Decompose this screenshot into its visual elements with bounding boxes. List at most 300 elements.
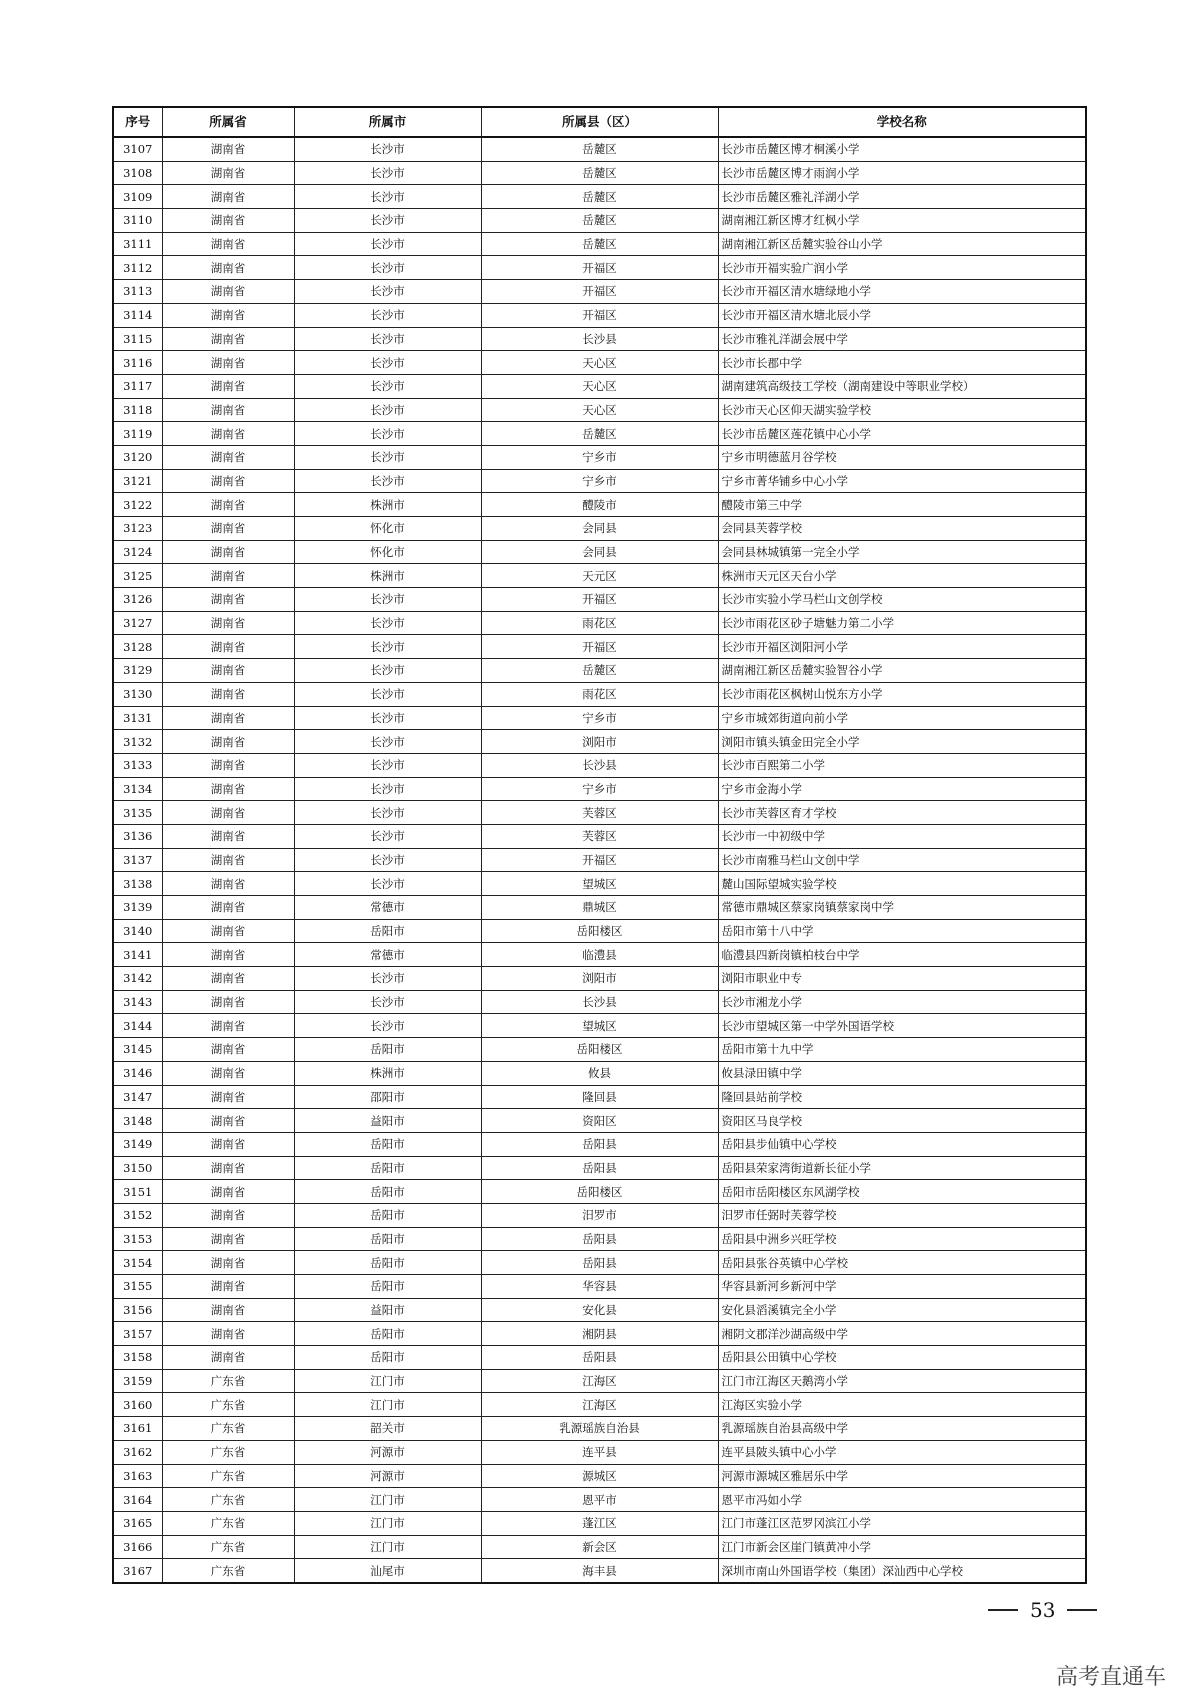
table-row [113, 445, 1086, 469]
table-row [113, 1227, 1086, 1251]
cell-school: 江门市新会区崖门镇黄冲小学 [718, 1535, 1086, 1559]
cell-province: 广东省 [162, 1559, 294, 1583]
cell-province: 湖南省 [162, 1275, 294, 1299]
cell-no: 3142 [113, 967, 162, 991]
cell-no: 3156 [113, 1298, 162, 1322]
cell-county: 岳阳县 [481, 1227, 718, 1251]
cell-province: 湖南省 [162, 753, 294, 777]
cell-county: 长沙县 [481, 753, 718, 777]
cell-province: 湖南省 [162, 1132, 294, 1156]
cell-school: 岳阳县步仙镇中心学校 [718, 1132, 1086, 1156]
cell-school: 乳源瑶族自治县高级中学 [718, 1417, 1086, 1441]
cell-city: 岳阳市 [294, 1038, 481, 1062]
cell-city: 株洲市 [294, 1061, 481, 1085]
cell-county: 浏阳市 [481, 967, 718, 991]
cell-school: 河源市源城区雅居乐中学 [718, 1464, 1086, 1488]
cell-school: 临澧县四新岗镇柏枝台中学 [718, 943, 1086, 967]
cell-province: 湖南省 [162, 469, 294, 493]
cell-county: 岳麓区 [481, 185, 718, 209]
table-body [113, 137, 1086, 1583]
cell-no: 3122 [113, 493, 162, 517]
table-row [113, 540, 1086, 564]
table-row [113, 256, 1086, 280]
table-row [113, 564, 1086, 588]
cell-province: 湖南省 [162, 256, 294, 280]
cell-county: 开福区 [481, 588, 718, 612]
cell-no: 3114 [113, 303, 162, 327]
cell-city: 江门市 [294, 1393, 481, 1417]
cell-city: 长沙市 [294, 682, 481, 706]
cell-school: 安化县滔溪镇完全小学 [718, 1298, 1086, 1322]
cell-province: 湖南省 [162, 919, 294, 943]
table-row [113, 1440, 1086, 1464]
cell-province: 广东省 [162, 1369, 294, 1393]
cell-county: 会同县 [481, 517, 718, 541]
cell-school: 岳阳县中洲乡兴旺学校 [718, 1227, 1086, 1251]
cell-province: 湖南省 [162, 327, 294, 351]
cell-city: 长沙市 [294, 848, 481, 872]
cell-province: 湖南省 [162, 374, 294, 398]
cell-no: 3117 [113, 374, 162, 398]
table-row [113, 730, 1086, 754]
cell-no: 3146 [113, 1061, 162, 1085]
table-row [113, 1156, 1086, 1180]
cell-school: 华容县新河乡新河中学 [718, 1275, 1086, 1299]
cell-no: 3161 [113, 1417, 162, 1441]
cell-county: 芙蓉区 [481, 824, 718, 848]
cell-province: 湖南省 [162, 1038, 294, 1062]
cell-county: 宁乡市 [481, 777, 718, 801]
cell-province: 湖南省 [162, 1014, 294, 1038]
cell-no: 3111 [113, 232, 162, 256]
cell-province: 湖南省 [162, 493, 294, 517]
cell-city: 长沙市 [294, 232, 481, 256]
cell-school: 长沙市实验小学马栏山文创学校 [718, 588, 1086, 612]
cell-county: 天心区 [481, 351, 718, 375]
cell-school: 隆回县站前学校 [718, 1085, 1086, 1109]
cell-no: 3128 [113, 635, 162, 659]
school-list-table [112, 106, 1087, 1584]
cell-province: 湖南省 [162, 635, 294, 659]
cell-no: 3137 [113, 848, 162, 872]
cell-school: 长沙市天心区仰天湖实验学校 [718, 398, 1086, 422]
cell-province: 湖南省 [162, 682, 294, 706]
cell-city: 长沙市 [294, 303, 481, 327]
cell-county: 鼎城区 [481, 896, 718, 920]
cell-province: 湖南省 [162, 848, 294, 872]
table-row [113, 706, 1086, 730]
cell-no: 3157 [113, 1322, 162, 1346]
table-row [113, 801, 1086, 825]
table-row [113, 659, 1086, 683]
cell-school: 宁乡市城郊街道向前小学 [718, 706, 1086, 730]
cell-county: 岳麓区 [481, 137, 718, 161]
cell-school: 岳阳县公田镇中心学校 [718, 1346, 1086, 1370]
cell-no: 3126 [113, 588, 162, 612]
table-row [113, 1488, 1086, 1512]
cell-county: 会同县 [481, 540, 718, 564]
table-row [113, 351, 1086, 375]
cell-no: 3107 [113, 137, 162, 161]
cell-county: 芙蓉区 [481, 801, 718, 825]
page-number [988, 1598, 1097, 1622]
cell-city: 岳阳市 [294, 1203, 481, 1227]
cell-city: 韶关市 [294, 1417, 481, 1441]
cell-city: 岳阳市 [294, 1132, 481, 1156]
cell-school: 湖南建筑高级技工学校（湖南建设中等职业学校） [718, 374, 1086, 398]
table-row [113, 990, 1086, 1014]
cell-school: 岳阳市第十九中学 [718, 1038, 1086, 1062]
cell-county: 岳阳县 [481, 1156, 718, 1180]
cell-province: 广东省 [162, 1511, 294, 1535]
cell-school: 醴陵市第三中学 [718, 493, 1086, 517]
cell-city: 邵阳市 [294, 1085, 481, 1109]
cell-no: 3162 [113, 1440, 162, 1464]
cell-no: 3123 [113, 517, 162, 541]
cell-city: 江门市 [294, 1535, 481, 1559]
cell-county: 华容县 [481, 1275, 718, 1299]
cell-school: 会同县林城镇第一完全小学 [718, 540, 1086, 564]
cell-no: 3134 [113, 777, 162, 801]
cell-school: 长沙市开福区清水塘北辰小学 [718, 303, 1086, 327]
cell-school: 常德市鼎城区蔡家岗镇蔡家岗中学 [718, 896, 1086, 920]
page-dash-left [988, 1609, 1018, 1611]
cell-city: 长沙市 [294, 327, 481, 351]
cell-city: 长沙市 [294, 422, 481, 446]
cell-county: 岳阳县 [481, 1132, 718, 1156]
cell-no: 3153 [113, 1227, 162, 1251]
table-row [113, 469, 1086, 493]
table-row [113, 137, 1086, 161]
cell-county: 天元区 [481, 564, 718, 588]
cell-province: 湖南省 [162, 422, 294, 446]
cell-county: 岳阳楼区 [481, 1180, 718, 1204]
header-school: 学校名称 [718, 107, 1086, 137]
cell-province: 湖南省 [162, 398, 294, 422]
table-row [113, 896, 1086, 920]
cell-no: 3110 [113, 209, 162, 233]
table-row [113, 1393, 1086, 1417]
cell-no: 3158 [113, 1346, 162, 1370]
table-row [113, 872, 1086, 896]
cell-school: 湘阴文郡洋沙湖高级中学 [718, 1322, 1086, 1346]
cell-province: 湖南省 [162, 872, 294, 896]
cell-no: 3132 [113, 730, 162, 754]
cell-school: 湖南湘江新区博才红枫小学 [718, 209, 1086, 233]
cell-city: 江门市 [294, 1488, 481, 1512]
cell-no: 3129 [113, 659, 162, 683]
cell-province: 湖南省 [162, 564, 294, 588]
table-row [113, 1132, 1086, 1156]
cell-no: 3164 [113, 1488, 162, 1512]
cell-county: 天心区 [481, 398, 718, 422]
cell-no: 3118 [113, 398, 162, 422]
cell-no: 3149 [113, 1132, 162, 1156]
cell-no: 3166 [113, 1535, 162, 1559]
cell-school: 长沙市百熙第二小学 [718, 753, 1086, 777]
cell-county: 天心区 [481, 374, 718, 398]
table-row [113, 777, 1086, 801]
cell-city: 常德市 [294, 943, 481, 967]
cell-no: 3143 [113, 990, 162, 1014]
header-no: 序号 [113, 107, 162, 137]
cell-no: 3152 [113, 1203, 162, 1227]
cell-county: 宁乡市 [481, 445, 718, 469]
cell-county: 汨罗市 [481, 1203, 718, 1227]
table-row [113, 280, 1086, 304]
cell-province: 湖南省 [162, 1180, 294, 1204]
cell-county: 望城区 [481, 872, 718, 896]
cell-school: 江门市江海区天鹅湾小学 [718, 1369, 1086, 1393]
cell-city: 长沙市 [294, 753, 481, 777]
cell-city: 长沙市 [294, 445, 481, 469]
table-row [113, 943, 1086, 967]
cell-province: 湖南省 [162, 517, 294, 541]
cell-county: 岳麓区 [481, 209, 718, 233]
cell-county: 开福区 [481, 635, 718, 659]
table-row [113, 1417, 1086, 1441]
cell-school: 麓山国际望城实验学校 [718, 872, 1086, 896]
cell-county: 乳源瑶族自治县 [481, 1417, 718, 1441]
cell-no: 3167 [113, 1559, 162, 1583]
cell-city: 长沙市 [294, 872, 481, 896]
cell-province: 广东省 [162, 1440, 294, 1464]
cell-no: 3138 [113, 872, 162, 896]
cell-province: 湖南省 [162, 659, 294, 683]
cell-city: 长沙市 [294, 1014, 481, 1038]
cell-school: 汨罗市任弼时芙蓉学校 [718, 1203, 1086, 1227]
cell-city: 长沙市 [294, 185, 481, 209]
cell-school: 湖南湘江新区岳麓实验谷山小学 [718, 232, 1086, 256]
cell-province: 湖南省 [162, 611, 294, 635]
cell-school: 岳阳市第十八中学 [718, 919, 1086, 943]
cell-province: 湖南省 [162, 351, 294, 375]
table-row [113, 682, 1086, 706]
cell-no: 3144 [113, 1014, 162, 1038]
table-row [113, 1322, 1086, 1346]
cell-school: 资阳区马良学校 [718, 1109, 1086, 1133]
cell-school: 连平县陂头镇中心小学 [718, 1440, 1086, 1464]
cell-school: 岳阳县张谷英镇中心学校 [718, 1251, 1086, 1275]
cell-school: 深圳市南山外国语学校（集团）深汕西中心学校 [718, 1559, 1086, 1583]
cell-province: 湖南省 [162, 1203, 294, 1227]
cell-school: 长沙市开福区浏阳河小学 [718, 635, 1086, 659]
cell-city: 益阳市 [294, 1298, 481, 1322]
cell-province: 湖南省 [162, 801, 294, 825]
cell-city: 岳阳市 [294, 1322, 481, 1346]
cell-province: 湖南省 [162, 1156, 294, 1180]
table-row [113, 422, 1086, 446]
cell-province: 广东省 [162, 1393, 294, 1417]
cell-school: 长沙市长郡中学 [718, 351, 1086, 375]
cell-county: 岳麓区 [481, 232, 718, 256]
cell-no: 3133 [113, 753, 162, 777]
cell-province: 广东省 [162, 1535, 294, 1559]
table-row [113, 161, 1086, 185]
cell-county: 宁乡市 [481, 706, 718, 730]
cell-county: 岳麓区 [481, 422, 718, 446]
cell-province: 湖南省 [162, 1227, 294, 1251]
cell-county: 开福区 [481, 256, 718, 280]
cell-city: 岳阳市 [294, 1275, 481, 1299]
cell-no: 3155 [113, 1275, 162, 1299]
cell-school: 浏阳市镇头镇金田完全小学 [718, 730, 1086, 754]
cell-school: 长沙市雨花区砂子塘魅力第二小学 [718, 611, 1086, 635]
cell-no: 3159 [113, 1369, 162, 1393]
table-row [113, 611, 1086, 635]
cell-county: 岳阳县 [481, 1346, 718, 1370]
cell-province: 湖南省 [162, 588, 294, 612]
cell-no: 3150 [113, 1156, 162, 1180]
page-number-text: 53 [1030, 1598, 1056, 1622]
cell-county: 蓬江区 [481, 1511, 718, 1535]
cell-city: 常德市 [294, 896, 481, 920]
cell-city: 长沙市 [294, 706, 481, 730]
cell-no: 3135 [113, 801, 162, 825]
cell-city: 长沙市 [294, 611, 481, 635]
cell-school: 会同县芙蓉学校 [718, 517, 1086, 541]
table-row [113, 588, 1086, 612]
cell-county: 岳麓区 [481, 659, 718, 683]
cell-no: 3130 [113, 682, 162, 706]
cell-city: 长沙市 [294, 990, 481, 1014]
table-row [113, 1251, 1086, 1275]
cell-no: 3141 [113, 943, 162, 967]
table-row [113, 967, 1086, 991]
cell-city: 长沙市 [294, 280, 481, 304]
table-row [113, 1180, 1086, 1204]
cell-city: 怀化市 [294, 540, 481, 564]
cell-county: 恩平市 [481, 1488, 718, 1512]
cell-school: 长沙市开福实验广润小学 [718, 256, 1086, 280]
cell-no: 3119 [113, 422, 162, 446]
cell-city: 岳阳市 [294, 1180, 481, 1204]
cell-province: 湖南省 [162, 1298, 294, 1322]
cell-province: 广东省 [162, 1417, 294, 1441]
cell-city: 长沙市 [294, 256, 481, 280]
cell-no: 3160 [113, 1393, 162, 1417]
cell-province: 湖南省 [162, 1109, 294, 1133]
cell-city: 怀化市 [294, 517, 481, 541]
cell-city: 长沙市 [294, 351, 481, 375]
cell-school: 湖南湘江新区岳麓实验智谷小学 [718, 659, 1086, 683]
cell-county: 资阳区 [481, 1109, 718, 1133]
cell-province: 湖南省 [162, 137, 294, 161]
cell-county: 开福区 [481, 848, 718, 872]
cell-county: 连平县 [481, 1440, 718, 1464]
cell-province: 湖南省 [162, 824, 294, 848]
cell-city: 岳阳市 [294, 1346, 481, 1370]
cell-city: 江门市 [294, 1369, 481, 1393]
cell-county: 江海区 [481, 1393, 718, 1417]
cell-school: 长沙市南雅马栏山文创中学 [718, 848, 1086, 872]
cell-county: 湘阴县 [481, 1322, 718, 1346]
cell-city: 河源市 [294, 1464, 481, 1488]
cell-province: 湖南省 [162, 185, 294, 209]
cell-province: 湖南省 [162, 896, 294, 920]
watermark: 高考直通车 [1056, 1665, 1167, 1690]
cell-school: 长沙市岳麓区莲花镇中心小学 [718, 422, 1086, 446]
cell-province: 湖南省 [162, 232, 294, 256]
table-row [113, 327, 1086, 351]
cell-city: 岳阳市 [294, 919, 481, 943]
cell-no: 3125 [113, 564, 162, 588]
table-row [113, 1559, 1086, 1583]
table-row [113, 753, 1086, 777]
cell-school: 长沙市岳麓区博才桐溪小学 [718, 137, 1086, 161]
cell-city: 长沙市 [294, 209, 481, 233]
cell-no: 3112 [113, 256, 162, 280]
table-row [113, 1535, 1086, 1559]
table-row [113, 517, 1086, 541]
cell-province: 湖南省 [162, 943, 294, 967]
cell-county: 岳阳楼区 [481, 1038, 718, 1062]
cell-no: 3148 [113, 1109, 162, 1133]
cell-county: 新会区 [481, 1535, 718, 1559]
cell-county: 安化县 [481, 1298, 718, 1322]
cell-no: 3108 [113, 161, 162, 185]
cell-school: 长沙市岳麓区雅礼洋湖小学 [718, 185, 1086, 209]
cell-school: 长沙市望城区第一中学外国语学校 [718, 1014, 1086, 1038]
cell-school: 长沙市一中初级中学 [718, 824, 1086, 848]
cell-school: 江门市蓬江区范罗冈滨江小学 [718, 1511, 1086, 1535]
cell-county: 开福区 [481, 280, 718, 304]
table-row [113, 1109, 1086, 1133]
page-dash-right [1067, 1609, 1097, 1611]
table-row [113, 1014, 1086, 1038]
table-row [113, 209, 1086, 233]
cell-no: 3124 [113, 540, 162, 564]
cell-school: 宁乡市金海小学 [718, 777, 1086, 801]
cell-school: 长沙市岳麓区博才雨润小学 [718, 161, 1086, 185]
cell-school: 攸县渌田镇中学 [718, 1061, 1086, 1085]
cell-city: 江门市 [294, 1511, 481, 1535]
table-row [113, 848, 1086, 872]
cell-city: 岳阳市 [294, 1251, 481, 1275]
cell-county: 长沙县 [481, 327, 718, 351]
cell-province: 湖南省 [162, 1322, 294, 1346]
cell-school: 江海区实验小学 [718, 1393, 1086, 1417]
cell-no: 3131 [113, 706, 162, 730]
cell-city: 长沙市 [294, 730, 481, 754]
cell-province: 湖南省 [162, 161, 294, 185]
cell-county: 长沙县 [481, 990, 718, 1014]
cell-no: 3109 [113, 185, 162, 209]
table-row [113, 1346, 1086, 1370]
cell-county: 开福区 [481, 303, 718, 327]
cell-county: 岳麓区 [481, 161, 718, 185]
cell-city: 长沙市 [294, 398, 481, 422]
cell-city: 长沙市 [294, 967, 481, 991]
table-row [113, 1061, 1086, 1085]
table-row [113, 398, 1086, 422]
table-row [113, 635, 1086, 659]
cell-school: 岳阳县荣家湾街道新长征小学 [718, 1156, 1086, 1180]
cell-no: 3145 [113, 1038, 162, 1062]
cell-city: 汕尾市 [294, 1559, 481, 1583]
cell-school: 长沙市雅礼洋湖会展中学 [718, 327, 1086, 351]
cell-county: 雨花区 [481, 682, 718, 706]
cell-no: 3139 [113, 896, 162, 920]
cell-school: 宁乡市菁华铺乡中心小学 [718, 469, 1086, 493]
table-row [113, 1464, 1086, 1488]
cell-city: 长沙市 [294, 824, 481, 848]
header-row [113, 107, 1086, 137]
table-row [113, 374, 1086, 398]
cell-school: 长沙市开福区清水塘绿地小学 [718, 280, 1086, 304]
cell-county: 海丰县 [481, 1559, 718, 1583]
cell-city: 株洲市 [294, 493, 481, 517]
